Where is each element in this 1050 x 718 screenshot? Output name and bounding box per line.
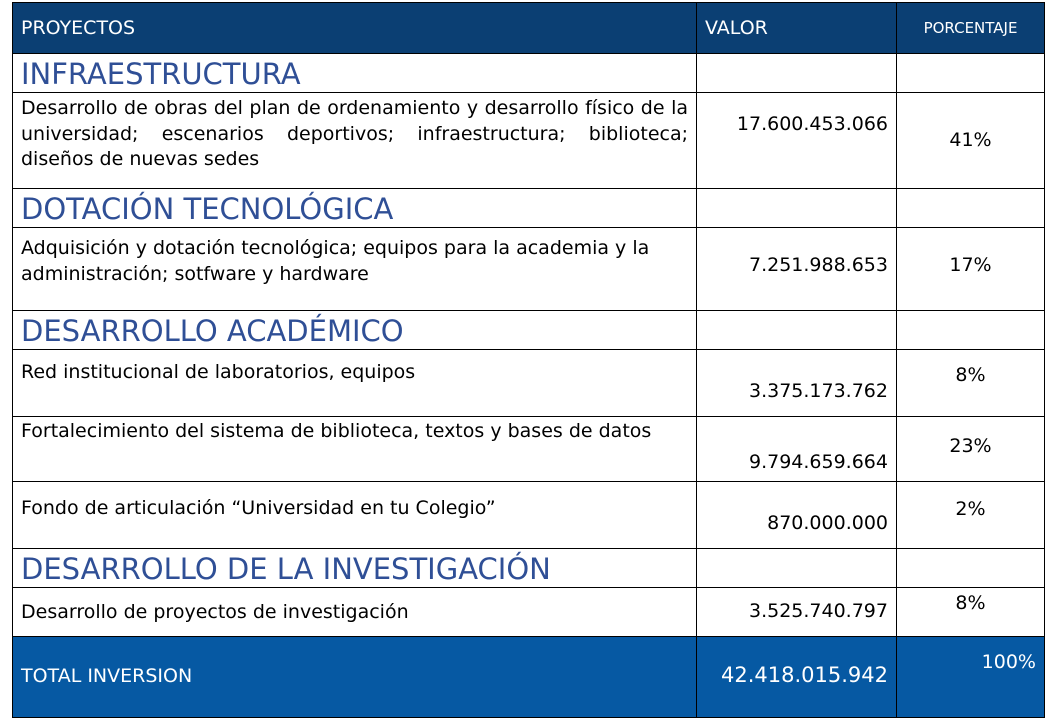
category-row [13, 189, 1045, 228]
total-value: 42.418.015.942 [697, 637, 897, 718]
category-name: DESARROLLO DE LA INVESTIGACIÓN [13, 549, 697, 588]
total-label: TOTAL INVERSION [13, 637, 697, 718]
project-description: Fortalecimiento del sistema de biblioteca, textos y bases de datos [13, 417, 697, 482]
total-percentage: 100% [897, 637, 1045, 718]
project-value: 7.251.988.653 [697, 228, 897, 311]
project-description: Red institucional de laboratorios, equipos [13, 350, 697, 417]
project-percentage: 17% [897, 228, 1045, 311]
project-description: Desarrollo de proyectos de investigación [13, 588, 697, 637]
category-name: DOTACIÓN TECNOLÓGICA [13, 189, 697, 228]
table-row [13, 93, 1045, 189]
project-value: 3.375.173.762 [697, 350, 897, 417]
project-value: 17.600.453.066 [697, 93, 897, 189]
project-description: Fondo de articulación “Universidad en tu Colegio” [13, 482, 697, 549]
header-percentage: PORCENTAJE [897, 3, 1045, 54]
project-percentage: 2% [897, 482, 1045, 549]
project-description: Adquisición y dotación tecnológica; equipos para la academia y la administración; sotfware y hardware [13, 228, 697, 311]
investment-table [12, 2, 1045, 718]
category-row [13, 54, 1045, 93]
project-value: 9.794.659.664 [697, 417, 897, 482]
table-row [13, 482, 1045, 549]
header-value: VALOR [697, 3, 897, 54]
project-description: Desarrollo de obras del plan de ordenamiento y desarrollo físico de la universidad; escenarios deportivos; infraestructura; biblioteca; diseños de nuevas sedes [13, 93, 697, 189]
table-row [13, 417, 1045, 482]
project-value: 3.525.740.797 [697, 588, 897, 637]
category-row [13, 311, 1045, 350]
project-percentage: 8% [897, 350, 1045, 417]
table-row [13, 588, 1045, 637]
header-projects: PROYECTOS [13, 3, 697, 54]
category-name: INFRAESTRUCTURA [13, 54, 697, 93]
project-percentage: 41% [897, 93, 1045, 189]
category-name: DESARROLLO ACADÉMICO [13, 311, 697, 350]
category-row [13, 549, 1045, 588]
table-row [13, 228, 1045, 311]
total-row [13, 637, 1045, 718]
table-header-row [13, 3, 1045, 54]
project-value: 870.000.000 [697, 482, 897, 549]
project-percentage: 8% [897, 588, 1045, 637]
table-row [13, 350, 1045, 417]
project-percentage: 23% [897, 417, 1045, 482]
